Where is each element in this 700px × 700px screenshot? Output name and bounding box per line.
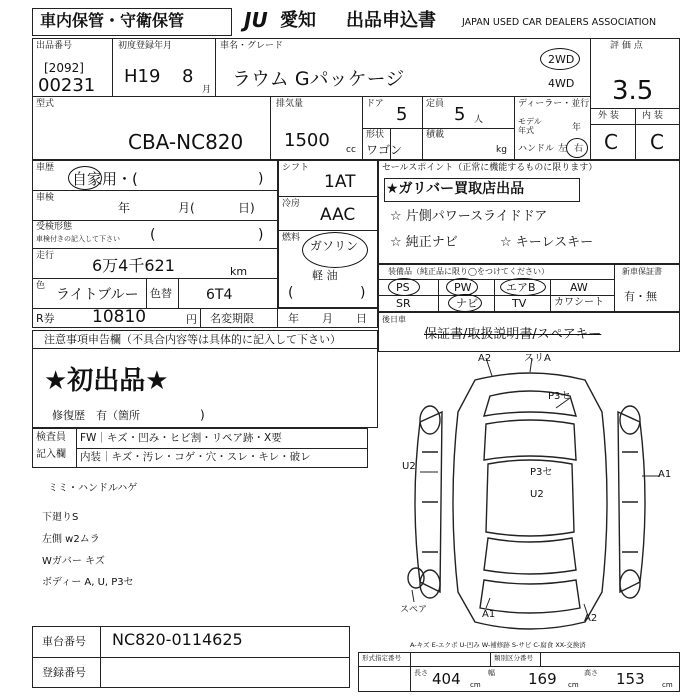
hw-note-5: ボディー A, U, P3セ <box>42 577 134 588</box>
height-label: 高さ <box>584 669 598 677</box>
door-label: ドア <box>366 99 384 109</box>
color-label: 色 <box>36 281 46 291</box>
spare-tire-label: スペア <box>400 605 428 615</box>
exterior-grade: C <box>604 130 618 154</box>
load-label: 積載 <box>426 130 445 140</box>
ju-logo: JU <box>244 8 268 32</box>
equip-pw: PW <box>454 281 472 294</box>
chassis-label: 車台番号 <box>42 635 86 648</box>
equip-aw: AW <box>570 281 588 294</box>
fuel-diesel: 軽 油 <box>312 269 338 282</box>
equipment-title: 装備品（純正品に限り◯をつけてください） <box>388 267 549 276</box>
handle-left: 左 <box>558 144 568 154</box>
length-unit: cm <box>470 681 481 689</box>
car-name-label: 車名・グレード <box>220 41 284 51</box>
color-code: 6T4 <box>206 287 233 303</box>
recycle-unit: 円 <box>186 313 197 326</box>
auction-sheet: 車内保管・守衛保管 JU 愛知 出品申込書 JAPAN USED CAR DEALERS ASSOCIATION 出品番号 [2092] 00231 初度登録年月 H19 8 月 車名・グレード ラウム Gパッケージ 2WD 4WD 評 価 点 3.5 外 装 内 装 C C 型式 CBA-NC820 排気量 1500 cc ドア 5 定員 5 人 形状 ワゴン 積載 kg ディーラー・並行 モデル 年式 年 ハンドル 左 右 車歴 自家用・( ) 車検 年 月( 日) 受検形態 車検付きの記入して下さい ( ) 走行 6万4千621 km 色 ライトブルー 色替 6T4 R券 10810 円 名変期限 年 月 日 シフト 1AT 冷房 AAC 燃料 ガソリン 軽 油 ( ) セールスポイント（正常に機能するものに限ります） ★ガリバー買取店出品 ☆ 片側パワースライドドア ☆ 純正ナビ ☆ キーレスキー 装備品（純正品に限り◯をつけてください） PS PW エアB AW SR ナビ TV カワシート 新車保証書 有・無 後日車 保証書/取扱説明書/スペアキー 注意事項申告欄（不具合内容等は具体的に記入して下さい） ★初出品★ 修復歴 有（箇所 ) 検査員 記入欄 FW｜キズ・凹み・ヒビ割・リペア跡・X要 内装｜キズ・汚レ・コゲ・穴・スレ・キレ・破レ ミミ・ハンドルハゲ 下廻りS 左側 w2ムラ Wガバー キズ ボディー A, U, P3セ A2 スリA P3セ P3セ U2 U2 A1 スペア A1 A2 A-キズ E-エクボ U-凹み W-補修跡 S-サビ C-腐食 XX-交換済 車台番号 NC820-0114625 登録番号 形式指定番号 類別区分番号 長さ 404 cm 幅 169 cm 高さ 153 cm <box>0 0 700 700</box>
inspection-year: 年 <box>118 201 131 215</box>
model-label: 型式 <box>36 99 55 109</box>
name-change-month: 月 <box>322 312 333 325</box>
length-value: 404 <box>432 670 461 688</box>
equip-leather: カワシート <box>554 297 604 308</box>
transfer-label: 受検形態 <box>36 222 73 232</box>
capacity-value: 5 <box>454 104 466 125</box>
mileage-value: 6万4千621 <box>92 256 175 275</box>
width-label: 幅 <box>488 669 495 677</box>
inspection-day: 日) <box>238 201 255 215</box>
association-name: JAPAN USED CAR DEALERS ASSOCIATION <box>462 17 657 28</box>
color-value: ライトブルー <box>56 287 139 303</box>
attached-value: 保証書/取扱説明書/スペアキー <box>424 327 602 342</box>
name-change-label: 名変期限 <box>210 312 254 325</box>
height-unit: cm <box>662 681 673 689</box>
inspector-label-2: 記入欄 <box>36 449 66 460</box>
drive-4wd: 4WD <box>548 77 575 90</box>
history-value: 自家用・( <box>72 170 138 188</box>
door-value: 5 <box>396 104 408 125</box>
damage-a1-right: A1 <box>658 469 672 480</box>
damage-p3-roof: P3セ <box>530 467 553 478</box>
interior-label: 内 装 <box>642 111 663 121</box>
attached-label: 後日車 <box>382 315 406 324</box>
hw-note-4: Wガバー キズ <box>42 556 105 567</box>
damage-u2-roof: U2 <box>530 489 544 500</box>
mileage-label: 走行 <box>36 251 55 261</box>
fuel-gas-circle <box>302 232 368 268</box>
damage-a1-rear: A1 <box>482 609 496 620</box>
shift-value: 1AT <box>324 172 356 192</box>
width-unit: cm <box>568 681 579 689</box>
inspection-label: 車検 <box>36 193 55 203</box>
interior-grade: C <box>650 130 664 154</box>
name-change-year: 年 <box>288 312 299 325</box>
equip-tv: TV <box>512 297 527 310</box>
fuel-gas: ガソリン <box>310 239 359 253</box>
history-circle <box>68 166 102 190</box>
length-label: 長さ <box>414 669 428 677</box>
score-label: 評 価 点 <box>610 41 643 51</box>
first-reg-label: 初度登録年月 <box>118 41 173 51</box>
equip-navi: ナビ <box>456 297 478 310</box>
model-year-label: モデル <box>518 117 542 126</box>
recycle-value: 10810 <box>92 307 147 327</box>
lot-label: 出品番号 <box>36 41 73 51</box>
org-name: 愛知 <box>280 10 316 31</box>
equip-airbag-circle <box>500 278 546 296</box>
transfer-close: ) <box>258 227 264 243</box>
transfer-note: 車検付きの記入して下さい <box>36 235 120 243</box>
lot-bracket: [2092] <box>44 61 84 75</box>
shape-value: ワゴン <box>366 143 403 157</box>
type-number-label: 形式指定番号 <box>362 654 401 662</box>
transfer-open: ( <box>150 227 156 243</box>
exterior-label: 外 装 <box>598 111 619 121</box>
first-listing: ★初出品★ <box>44 366 169 396</box>
recycle-row <box>32 308 378 328</box>
inspector-row-2: 内装｜キズ・汚レ・コゲ・穴・スレ・キレ・破レ <box>80 451 311 463</box>
drive-2wd-circle <box>540 48 580 70</box>
kg-unit: kg <box>496 145 507 155</box>
document-title: 出品申込書 <box>346 10 436 31</box>
damage-legend: A-キズ E-エクボ U-凹み W-補修跡 S-サビ C-腐食 XX-交換済 <box>410 641 586 649</box>
history-label: 車歴 <box>36 163 55 173</box>
sales-point-2: ☆ 純正ナビ <box>390 235 458 250</box>
handle-right-circle <box>566 138 588 158</box>
name-change-day: 日 <box>356 312 367 325</box>
handle-right: 右 <box>574 144 584 154</box>
damage-u2-left: U2 <box>402 461 416 472</box>
sales-points-title: セールスポイント（正常に機能するものに限ります） <box>382 163 598 173</box>
hw-note-2: 下廻りS <box>42 512 79 523</box>
inspector-row-1: FW｜キズ・凹み・ヒビ割・リペア跡・X要 <box>80 432 282 444</box>
storage-note: 車内保管・守衛保管 <box>40 11 185 30</box>
dealer-label: ディーラー・並行 <box>518 99 590 109</box>
first-reg-month: 8 <box>182 66 194 87</box>
year-label: 年式 <box>518 126 534 135</box>
lot-number: 00231 <box>38 75 96 96</box>
capacity-label: 定員 <box>426 99 445 109</box>
height-value: 153 <box>616 670 645 688</box>
score-value: 3.5 <box>612 76 654 106</box>
sales-point-1: ☆ 片側パワースライドドア <box>390 209 548 224</box>
handle-label: ハンドル <box>518 144 555 154</box>
class-number-label: 類別区分番号 <box>494 654 533 662</box>
car-name-value: ラウム Gパッケージ <box>232 68 405 90</box>
equip-ps: PS <box>396 281 410 294</box>
damage-p3-hood: P3セ <box>548 391 571 402</box>
registration-label: 登録番号 <box>42 666 86 679</box>
drive-2wd: 2WD <box>548 53 575 66</box>
equip-sr: SR <box>396 297 411 310</box>
repair-history: 修復歴 有（箇所 <box>52 409 140 422</box>
new-car-warranty-label: 新車保証書 <box>622 267 662 276</box>
damage-scratch-a: スリA <box>524 353 551 364</box>
displacement-value: 1500 <box>284 130 330 151</box>
model-code: CBA-NC820 <box>128 130 244 154</box>
inspector-label-1: 検査員 <box>36 432 66 443</box>
equip-ps-circle <box>388 278 420 296</box>
equip-navi-circle <box>448 294 482 312</box>
ac-label: 冷房 <box>282 199 301 209</box>
shape-label: 形状 <box>366 130 385 140</box>
inspection-month: 月( <box>178 201 195 215</box>
shift-label: シフト <box>282 163 310 173</box>
width-value: 169 <box>528 670 557 688</box>
hw-note-1: ミミ・ハンドルハゲ <box>48 483 138 494</box>
sales-banner: ★ガリバー買取店出品 <box>386 181 525 197</box>
recycle-label: R券 <box>36 312 55 325</box>
notes-label: 注意事項申告欄（不具合内容等は具体的に記入して下さい） <box>44 333 341 346</box>
new-car-warranty-value: 有・無 <box>624 290 657 303</box>
fuel-label: 燃料 <box>282 233 301 243</box>
month-unit: 月 <box>202 85 212 95</box>
equip-airbag: エアB <box>506 281 536 294</box>
cc-unit: cc <box>346 145 356 155</box>
mileage-unit: km <box>230 265 248 278</box>
hw-note-3: 左側 w2ムラ <box>42 534 100 545</box>
color-change-label: 色替 <box>150 287 172 300</box>
first-reg-year: H19 <box>124 66 161 87</box>
ac-value: AAC <box>320 205 356 225</box>
capacity-unit: 人 <box>474 115 484 125</box>
sales-point-3: ☆ キーレスキー <box>500 235 594 250</box>
chassis-number: NC820-0114625 <box>112 630 243 649</box>
displacement-label: 排気量 <box>276 99 304 109</box>
damage-a2-rear: A2 <box>584 613 598 624</box>
year-unit: 年 <box>572 123 582 133</box>
history-close: ) <box>258 171 264 187</box>
car-diagram <box>380 352 680 652</box>
damage-a2-front: A2 <box>478 353 492 364</box>
